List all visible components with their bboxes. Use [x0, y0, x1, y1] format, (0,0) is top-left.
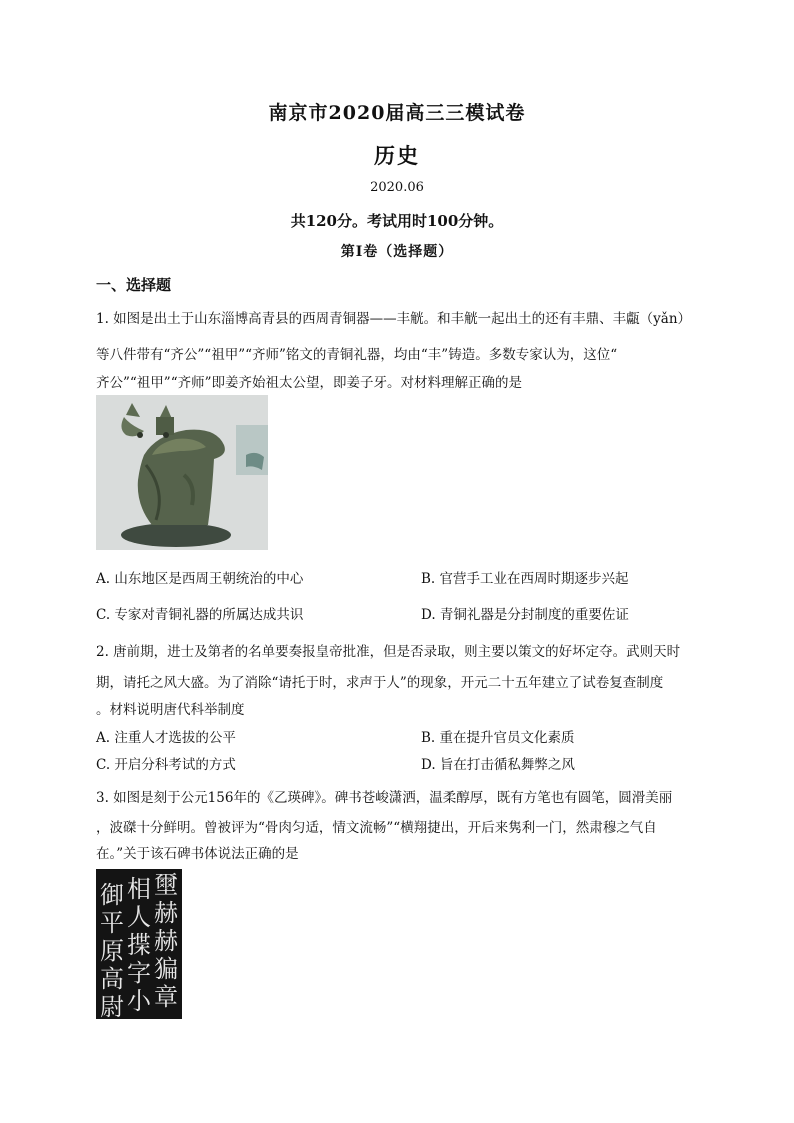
- stele-char: 平: [100, 909, 124, 937]
- q3-line-3: 在。”关于该石碑书体说法正确的是: [96, 846, 299, 862]
- q1-option-c[interactable]: C. 专家对青铜礼器的所属达成共识: [96, 607, 304, 623]
- stele-char: 高: [100, 965, 124, 993]
- q2-option-b[interactable]: B. 重在提升官员文化素质: [421, 730, 575, 746]
- q2-option-d[interactable]: D. 旨在打击循私舞弊之风: [421, 757, 575, 773]
- volume-heading: 第Ⅰ卷（选择题）: [340, 244, 454, 260]
- q3-line-2: ，波磔十分鲜明。曾被评为“骨肉匀适，情文流畅”“横翔捷出，开后来隽利一门，然肃穆之气自: [96, 820, 657, 836]
- stele-char: 尉: [100, 993, 124, 1019]
- q1-line-1: 1. 如图是出土于山东淄博高青县的西周青铜器——丰觥。和丰觥一起出土的还有丰鼎、丰甗（yǎn）: [96, 311, 692, 327]
- q1-option-b[interactable]: B. 官营手工业在西周时期逐步兴起: [421, 571, 629, 587]
- q2-line-3: 。材料说明唐代科举制度: [96, 702, 245, 718]
- q2-line-2: 期，请托之风大盛。为了消除“请托于时，求声于人”的现象，开元二十五年建立了试卷复查制度: [96, 675, 664, 691]
- exam-title: 南京市2020届高三三模试卷: [268, 102, 526, 124]
- stele-char: 壐: [154, 871, 178, 899]
- q2-option-c[interactable]: C. 开启分科考试的方式: [96, 757, 236, 773]
- stele-char: 原: [100, 937, 124, 965]
- stele-char: 赫: [154, 927, 178, 955]
- exam-date: 2020.06: [370, 180, 424, 195]
- q2-line-1: 2. 唐前期，进士及第者的名单要奏报皇帝批准，但是否录取，则主要以策文的好坏定夺。武则天时: [96, 644, 681, 660]
- subject-title: 历史: [374, 143, 420, 168]
- q1-option-a[interactable]: A. 山东地区是西周王朝统治的中心: [96, 571, 304, 587]
- bronze-vessel-image: [96, 395, 268, 550]
- stele-char: 猵: [154, 955, 178, 983]
- stele-char: 字: [127, 959, 151, 987]
- stele-char: 相: [127, 875, 151, 903]
- stele-char: 赫: [154, 899, 178, 927]
- q1-line-3: 齐公”“祖甲”“齐师”即姜齐始祖太公望，即姜子牙。对材料理解正确的是: [96, 375, 523, 391]
- stele-char: 章: [154, 983, 178, 1011]
- q1-option-d[interactable]: D. 青铜礼器是分封制度的重要佐证: [421, 607, 629, 623]
- stele-char: 小: [127, 987, 151, 1015]
- section-heading: 一、选择题: [96, 276, 172, 294]
- exam-info: 共120分。考试用时100分钟。: [290, 212, 504, 230]
- stele-char: 揲: [127, 931, 151, 959]
- stele-char: 人: [127, 903, 151, 931]
- stele-rubbing-image: [96, 869, 182, 1019]
- q1-line-2: 等八件带有“齐公”“祖甲”“齐师”铭文的青铜礼器，均由“丰”铸造。多数专家认为，这位“: [96, 347, 618, 363]
- q2-option-a[interactable]: A. 注重人才选拔的公平: [96, 730, 236, 746]
- stele-char: 御: [100, 881, 124, 909]
- q3-line-1: 3. 如图是刻于公元156年的《乙瑛碑》。碑书苍峻潇洒，温柔醇厚，既有方笔也有圆笔，圆滑美丽: [96, 790, 673, 806]
